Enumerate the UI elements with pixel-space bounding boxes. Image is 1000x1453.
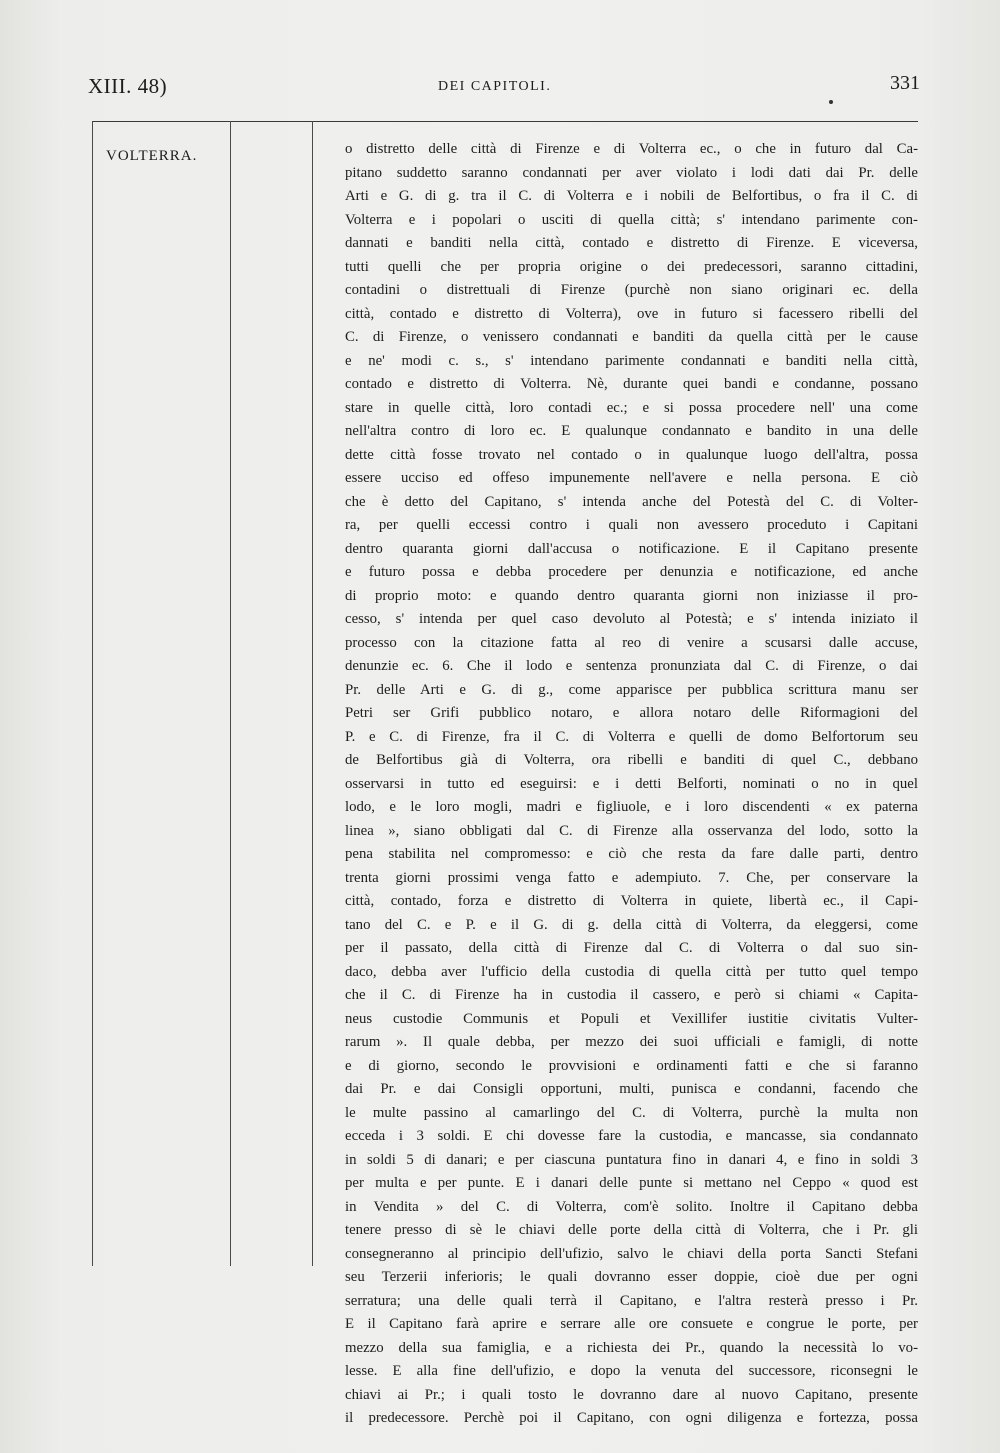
body-text: [345, 138, 918, 1431]
header-rule: [92, 121, 918, 122]
text-line: lodo, e le loro mogli, madri e figliuole, e i loro discendenti « ex paterna: [345, 799, 918, 815]
text-line: osservarsi in tutto ed eseguirsi: e i detti Belforti, nominati o no in quel: [345, 775, 918, 792]
text-line: per multa e per punte. E i danari delle punte si mettano nel Ceppo « quod est: [345, 1175, 918, 1191]
text-line: daco, debba aver l'ufficio della custodia di quella città per tutto quel tempo: [345, 963, 918, 980]
margin-rule-right: [312, 121, 313, 1266]
text-line: le multe passino al camarlingo del C. di Volterra, purchè la multa non: [345, 1104, 918, 1121]
text-line: chiavi ai Pr.; i quali tosto le dovranno dare al nuovo Capitano, presente: [345, 1386, 918, 1403]
text-line: tenere presso di sè le chiavi delle porte della città di Volterra, che i Pr. gli: [345, 1222, 918, 1238]
text-line: denunzie ec. 6. Che il lodo e sentenza pronunziata dal C. di Firenze, o dai: [345, 658, 918, 674]
text-line: contadini o distrettuali di Firenze (purchè non siano originari ec. della: [345, 282, 918, 298]
text-line: o distretto delle città di Firenze e di Volterra ec., o che in futuro dal Ca-: [345, 141, 918, 157]
text-line: C. di Firenze, o venissero condannati e banditi da quella città per le cause: [345, 329, 918, 345]
text-line: tano del C. e P. e il G. di g. della città di Volterra, da eleggersi, come: [345, 916, 918, 933]
text-line: processo con la citazione fatta al reo di venire a scusarsi dalle accuse,: [345, 634, 918, 651]
text-line: pena stabilita nel compromesso: e ciò che resta da fare dalle parti, dentro: [345, 846, 918, 862]
text-line: città, contado, forza e distretto di Volterra in quiete, libertà ec., il Capi-: [345, 893, 918, 909]
text-line: P. e C. di Firenze, fra il C. di Volterra e quelli de domo Belfortorum seu: [345, 728, 918, 745]
text-line: città, contado e distretto di Volterra), ove in futuro si facessero ribelli del: [345, 305, 918, 322]
text-line: ra, per quelli eccessi contro i quali non avessero proceduto i Capitani: [345, 517, 918, 533]
text-line: essere ucciso ed offeso impunemente nell'avere e nella persona. E ciò: [345, 470, 918, 486]
text-line: E il Capitano farà aprire e serrare alle ore consuete e congrue le porte, per: [345, 1316, 918, 1332]
text-line: lesse. E alla fine dell'ufizio, e dopo la venuta del successore, riconsegni le: [345, 1363, 918, 1379]
text-line: pitano suddetto saranno condannati per aver violato i lodi dati dai Pr. delle: [345, 164, 918, 181]
text-line: tutti quelli che per propria origine o dei predecessori, saranno cittadini,: [345, 258, 918, 275]
text-line: contado e distretto di Volterra. Nè, durante quei bandi e condanne, possano: [345, 376, 918, 392]
text-line: linea », siano obbligati dal C. di Firenze alla osservanza del lodo, sotto la: [345, 822, 918, 839]
margin-rule-left: [92, 121, 93, 1266]
text-line: che il C. di Firenze ha in custodia il cassero, e però si chiami « Capita-: [345, 987, 918, 1003]
text-line: seu Terzerii inferioris; le quali dovranno esser doppie, cioè due per ogni: [345, 1269, 918, 1285]
text-line: per il passato, della città di Firenze dal C. di Volterra o dal suo sin-: [345, 940, 918, 956]
text-line: ecceda i 3 soldi. E chi dovesse fare la custodia, e mancasse, sia condannato: [345, 1128, 918, 1144]
running-title: DEI CAPITOLI.: [438, 79, 552, 94]
text-line: che è detto del Capitano, s' intenda anche del Potestà del C. di Volter-: [345, 493, 918, 510]
text-line: dentro quaranta giorni dall'accusa o notificazione. E il Capitano presente: [345, 540, 918, 557]
margin-rule-middle: [230, 121, 231, 1266]
text-line: de Belfortibus già di Volterra, ora ribelli e banditi di quel C., debbano: [345, 752, 918, 768]
text-line: Volterra e i popolari o usciti di quella città; s' intendano parimente con-: [345, 211, 918, 228]
text-line: neus custodie Communis et Populi et Vexillifer iustitie civitatis Vulter-: [345, 1010, 918, 1027]
text-line: Pr. delle Arti e G. di g., come apparisce per pubblica scrittura manu ser: [345, 681, 918, 698]
text-line: trenta giorni prossimi venga fatto e adempiuto. 7. Che, per conservare la: [345, 869, 918, 886]
running-head: [88, 72, 920, 102]
text-line: e di giorno, secondo le provvisioni e ordinamenti fatti e che si faranno: [345, 1057, 918, 1074]
text-line: dai Pr. e dai Consigli opportuni, multi, punisca e condanni, facendo che: [345, 1081, 918, 1097]
text-line: di proprio moto: e quando dentro quaranta giorni non iniziasse il pro-: [345, 587, 918, 604]
text-line: dannati e banditi nella città, contado e distretto di Firenze. E viceversa,: [345, 235, 918, 251]
text-line: nell'altra contro di loro ec. E qualunque condannato e bandito in una delle: [345, 423, 918, 439]
text-line: stare in quelle città, loro contadi ec.; e si possa procedere nell' una come: [345, 399, 918, 416]
text-line: serratura; una delle quali terrà il Capitano, e l'altra resterà presso i Pr.: [345, 1292, 918, 1309]
text-line: dette città fosse trovato nel contado o in qualunque luogo dell'altra, possa: [345, 446, 918, 463]
margin-note: VOLTERRA.: [106, 148, 198, 164]
text-line: cesso, s' intenda per quel caso devoluto al Potestà; e s' intenda iniziato il: [345, 611, 918, 627]
section-number: XIII. 48): [88, 74, 168, 98]
text-line: in soldi 5 di danari; e per ciascuna puntatura fino in danari 4, e fino in soldi 3: [345, 1151, 918, 1168]
text-line: rarum ». Il quale debba, per mezzo dei suoi ufficiali e famigli, di notte: [345, 1034, 918, 1050]
text-line: in Vendita » del C. di Volterra, com'è solito. Inoltre il Capitano debba: [345, 1198, 918, 1215]
ink-dot: [829, 100, 833, 104]
page-number: 331: [890, 72, 920, 94]
text-line: Arti e G. di g. tra il C. di Volterra e i nobili de Belfortibus, o fra il C. di: [345, 188, 918, 204]
text-line: mezzo della sua famiglia, e a richiesta dei Pr., quando la necessità lo vo-: [345, 1339, 918, 1356]
text-line: il predecessore. Perchè poi il Capitano, con ogni diligenza e fortezza, possa: [345, 1410, 918, 1426]
text-line: Petri ser Grifi pubblico notaro, e allora notaro delle Riformagioni del: [345, 705, 918, 721]
text-line: e futuro possa e debba procedere per denunzia e notificazione, ed anche: [345, 564, 918, 580]
text-line: consegneranno al principio dell'ufizio, salvo le chiavi della porta Sancti Stefani: [345, 1245, 918, 1262]
text-line: e ne' modi c. s., s' intendano parimente condannati e banditi nella città,: [345, 352, 918, 369]
